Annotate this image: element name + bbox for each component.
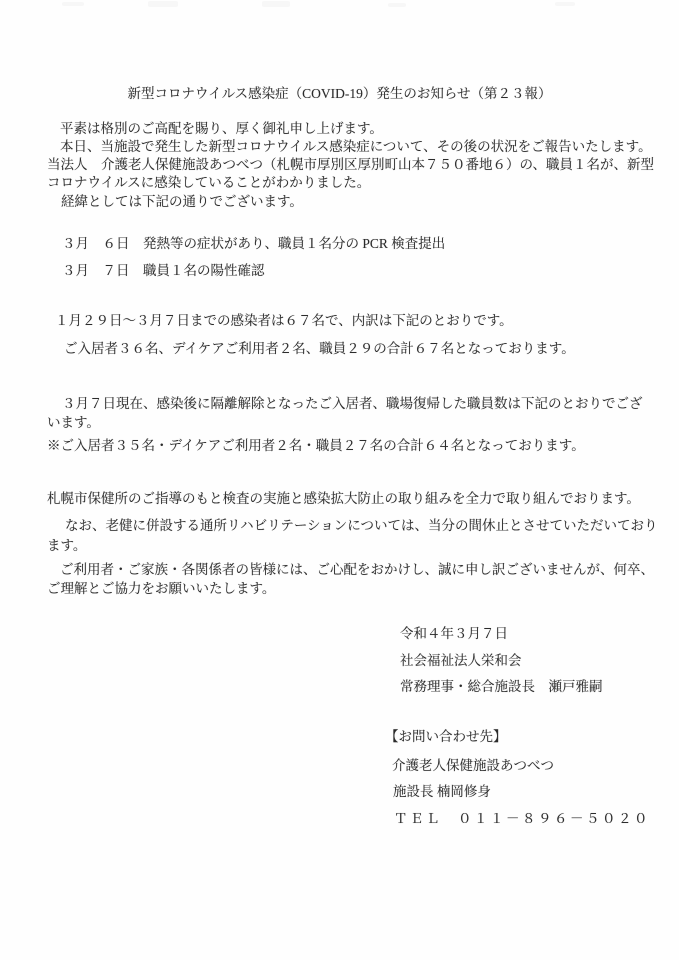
- scan-artifact: [555, 2, 575, 6]
- report-line-3: コロナウイルスに感染していることがわかりました。: [47, 175, 371, 190]
- contact-director: 施設長 楠岡修身: [393, 784, 491, 799]
- keii-line: 経緯としては下記の通りでございます。: [61, 194, 303, 209]
- closing-signer: 常務理事・総合施設長 瀬戸雅嗣: [400, 679, 603, 694]
- timeline-entry-1: ３月 ６日 発熱等の症状があり、職員１名分の PCR 検査提出: [62, 236, 446, 251]
- counts-total-line: １月２９日～３月７日までの感染者は６７名で、内訳は下記のとおりです。: [55, 313, 513, 328]
- recovery-note: ※ご入居者３５名・デイケアご利用者２名・職員２７名の合計６４名となっております。: [47, 438, 585, 453]
- dayservice-line-1: なお、老健に併設する通所リハビリテーションについては、当分の間休止とさせていただいており: [65, 518, 658, 533]
- apology-line-2: ご理解とご協力をお願いいたします。: [47, 581, 276, 596]
- timeline-entry-2: ３月 ７日 職員１名の陽性確認: [62, 263, 265, 278]
- scan-artifact: [148, 1, 178, 7]
- scan-artifact: [62, 2, 84, 6]
- scan-artifact: [262, 1, 290, 7]
- contact-facility: 介護老人保健施設あつべつ: [392, 758, 554, 773]
- recovery-line-2: います。: [47, 415, 100, 430]
- closing-organization: 社会福祉法人栄和会: [400, 653, 522, 668]
- notice-title: 新型コロナウイルス感染症（COVID-19）発生のお知らせ（第２３報）: [127, 86, 552, 101]
- contact-header: 【お問い合わせ先】: [385, 729, 507, 744]
- report-line-1: 本日、当施設で発生した新型コロナウイルス感染症について、その後の状況をご報告いたします。: [60, 139, 652, 154]
- contact-tel: ＴＥＬ ０１１－８９６－５０２０: [394, 811, 650, 826]
- apology-line-1: ご利用者・ご家族・各関係者の皆様には、ご心配をおかけし、誠に申し訳ございませんが、何卒、: [60, 562, 654, 577]
- closing-date: 令和４年３月７日: [400, 626, 508, 641]
- report-line-2: 当法人 介護老人保健施設あつべつ（札幌市厚別区厚別町山本７５０番地６）の、職員１名が、新型: [47, 157, 654, 172]
- health-office-line: 札幌市保健所のご指導のもと検査の実施と感染拡大防止の取り組みを全力で取り組んでおります。: [47, 491, 640, 506]
- greeting-line: 平素は格別のご高配を賜り、厚く御礼申し上げます。: [60, 121, 383, 136]
- counts-breakdown-line: ご入居者３６名、デイケアご利用者２名、職員２９の合計６７名となっております。: [64, 341, 575, 356]
- scan-artifact: [388, 3, 406, 7]
- dayservice-line-2: ます。: [47, 538, 87, 553]
- recovery-line-1: ３月７日現在、感染後に隔離解除となったご入居者、職場復帰した職員数は下記のとおりでござ: [62, 396, 643, 411]
